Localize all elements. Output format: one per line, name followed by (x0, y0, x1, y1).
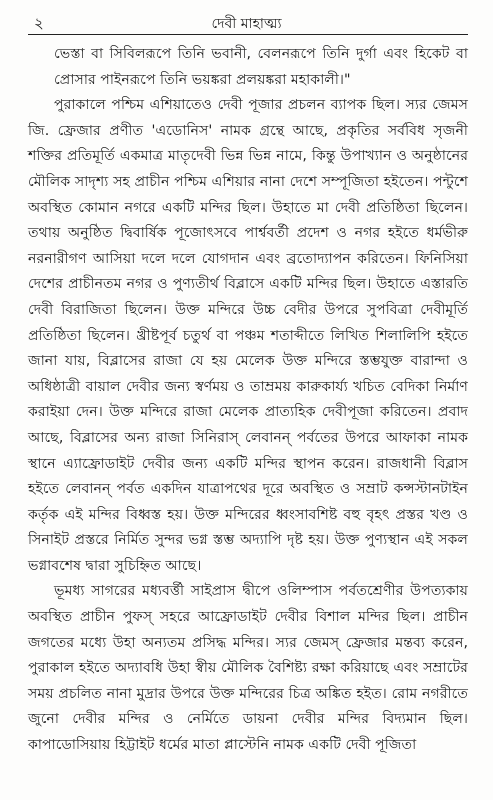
header-divider (28, 34, 468, 35)
body-paragraph-west-asia: পুরাকালে পশ্চিম এশিয়াতেও দেবী পূজার প্রচলন ব্যাপক ছিল। স্যর জেমস জি. ফ্রেজার প্রণীত 'এডোনিস' নামক গ্রন্থে আছে, প্রকৃতির সর্ববিধ সৃজনী শক্তির প্রতিমূর্তি একমাত্র মাতৃদেবী ভিন্ন ভিন্ন নামে, কিন্তু উপাখ্যান ও অনুষ্ঠানের মৌলিক সাদৃশ্য সহ প্রাচীন পশ্চিম এশিয়ার নানা দেশে সম্পূজিতা হইতেন। পন্টুশে অবস্থিত কোমান নগরে একটি মন্দির ছিল। উহাতে মা দেবী প্রতিষ্ঠিতা ছিলেন। তথায় অনুষ্ঠিত দ্বিবার্ষিক পূজোৎসবে পার্শ্ববর্তী প্রদেশ ও নগর হইতে ধর্মভীরু নরনারীগণ আসিয়া দলে দলে যোগদান এবং ব্রতোদ্যাপন করিতেন। ফিনিসিয়া দেশের প্রাচীনতম নগর ও পুণ্যতীর্থ বিব্লাসে একটি মন্দির ছিল। উহাতে এস্তারতি দেবী বিরাজিতা ছিলেন। উক্ত মন্দিরে উচ্চ বেদীর উপরে সুপবিত্রা দেবীমূর্তি প্রতিষ্ঠিতা ছিলেন। খ্রীষ্টপূর্ব চতুর্থ বা পঞ্চম শতাব্দীতে লিখিত শিলালিপি হইতে জানা যায়, বিব্লাসের রাজা যে হয় মেলেক উক্ত মন্দিরে স্তম্ভযুক্ত বারান্দা ও অধিষ্ঠাত্রী বায়াল দেবীর জন্য স্বর্ণময় ও তাম্রময় কারুকার্য্য খচিত বেদিকা নির্মাণ করাইয়া দেন। উক্ত মন্দিরে রাজা মেলেক প্রাত্যহিক দেবীপূজা করিতেন। প্রবাদ আছে, বিব্লাসের অন্য রাজা সিনিরাস্ লেবানন্ পর্বতের উপরে আফাকা নামক স্থানে এ্যাফ্রোডাইট দেবীর জন্য একটি মন্দির স্থাপন করেন। রাজধানী বিব্লাস হইতে লেবানন্ পর্বত একদিন যাত্রাপথের দূরে অবস্থিত ও সম্রাট কন্সস্টানটাইন কর্তৃক এই মন্দির বিধ্বস্ত হয়। উক্ত মন্দিরের ধ্বংসাবশিষ্ট বহু বৃহৎ প্রস্তর খণ্ড ও সিনাইট প্রস্তরে নির্মিত সুন্দর ভগ্ন স্তম্ভ অদ্যাপি দৃষ্ট হয়। উক্ত পুণ্যস্থান এই সকল ভগ্নাবশেষ দ্বারা সুচিহ্নিত আছে। (28, 97, 468, 574)
page-header (0, 8, 493, 32)
quote-continuation-paragraph: ভেস্তা বা সিবিলরূপে তিনি ভবানী, বেলনরূপে তিনি দুর্গা এবং হিকেট বা প্রোসার পাইনরূপে তিনি ভয়ঙ্করা প্রলয়ঙ্করা মহাকালী।" (54, 46, 468, 88)
page-number: ২ (34, 14, 44, 32)
body-paragraph-cyprus: ভূমধ্য সাগরের মধ্যবর্ত্তী সাইপ্রাস দ্বীপে ওলিম্পাস পর্বতশ্রেণীর উপত্যকায় অবস্থিত প্রাচীন পুফস্ সহরে আফ্রোডাইট দেবীর বিশাল মন্দির ছিল। প্রাচীন জগতের মধ্যে উহা অন্যতম প্রসিদ্ধ মন্দির। স্যর জেমস্ ফ্রেজার মন্তব্য করেন, পুরাকাল হইতে অদ্যাবধি উহা স্বীয় মৌলিক বৈশিষ্ট্য রক্ষা করিয়াছে এবং সম্রাটের সময় প্রচলিত নানা মুদ্রার উপরে উক্ত মন্দিরের চিত্র অঙ্কিত হইত। রোম নগরীতে জুনো দেবীর মন্দির ও নের্মিতে ডায়না দেবীর মন্দির বিদ্যমান ছিল। কাপাডোসিয়ায় হিট্টাইট ধর্মের মাতা প্লাস্টেনি নামক একটি দেবী পূজিতা (28, 583, 468, 754)
running-title: দেবী মাহাত্ম্য (211, 16, 282, 32)
page-body (28, 42, 468, 759)
